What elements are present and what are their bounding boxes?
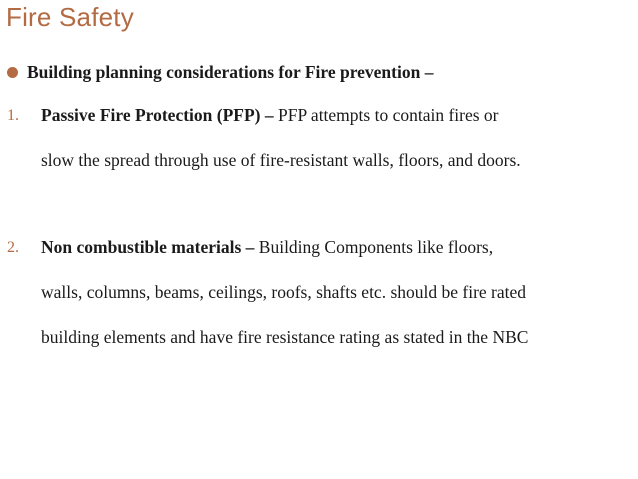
list-item-text: Building Components like floors, xyxy=(258,237,494,257)
list-item-body xyxy=(41,225,631,360)
list-number: 2. xyxy=(7,239,19,256)
list-item-line: building elements and have fire resistance rating as stated in the NBC xyxy=(41,327,529,347)
bullet-heading-text: Building planning considerations for Fire prevention – xyxy=(27,62,434,82)
slide-title: Fire Safety xyxy=(6,2,134,32)
list-item-line: walls, columns, beams, ceilings, roofs, shafts etc. should be fire rated xyxy=(41,282,527,302)
list-item-line xyxy=(41,93,631,138)
list-item-line xyxy=(41,225,631,270)
list-number: 1. xyxy=(7,107,19,124)
list-item-term: Passive Fire Protection (PFP) – xyxy=(41,105,274,125)
list-item-term: Non combustible materials – xyxy=(41,237,255,257)
filled-circle-bullet-icon xyxy=(7,67,18,78)
list-item-line: slow the spread through use of fire-resistant walls, floors, and doors. xyxy=(41,150,521,170)
bullet-heading xyxy=(7,62,433,83)
list-item-1 xyxy=(7,93,631,183)
list-item-body xyxy=(41,93,631,183)
list-item-2 xyxy=(7,225,631,360)
list-item-text: PFP attempts to contain fires or xyxy=(278,105,499,125)
